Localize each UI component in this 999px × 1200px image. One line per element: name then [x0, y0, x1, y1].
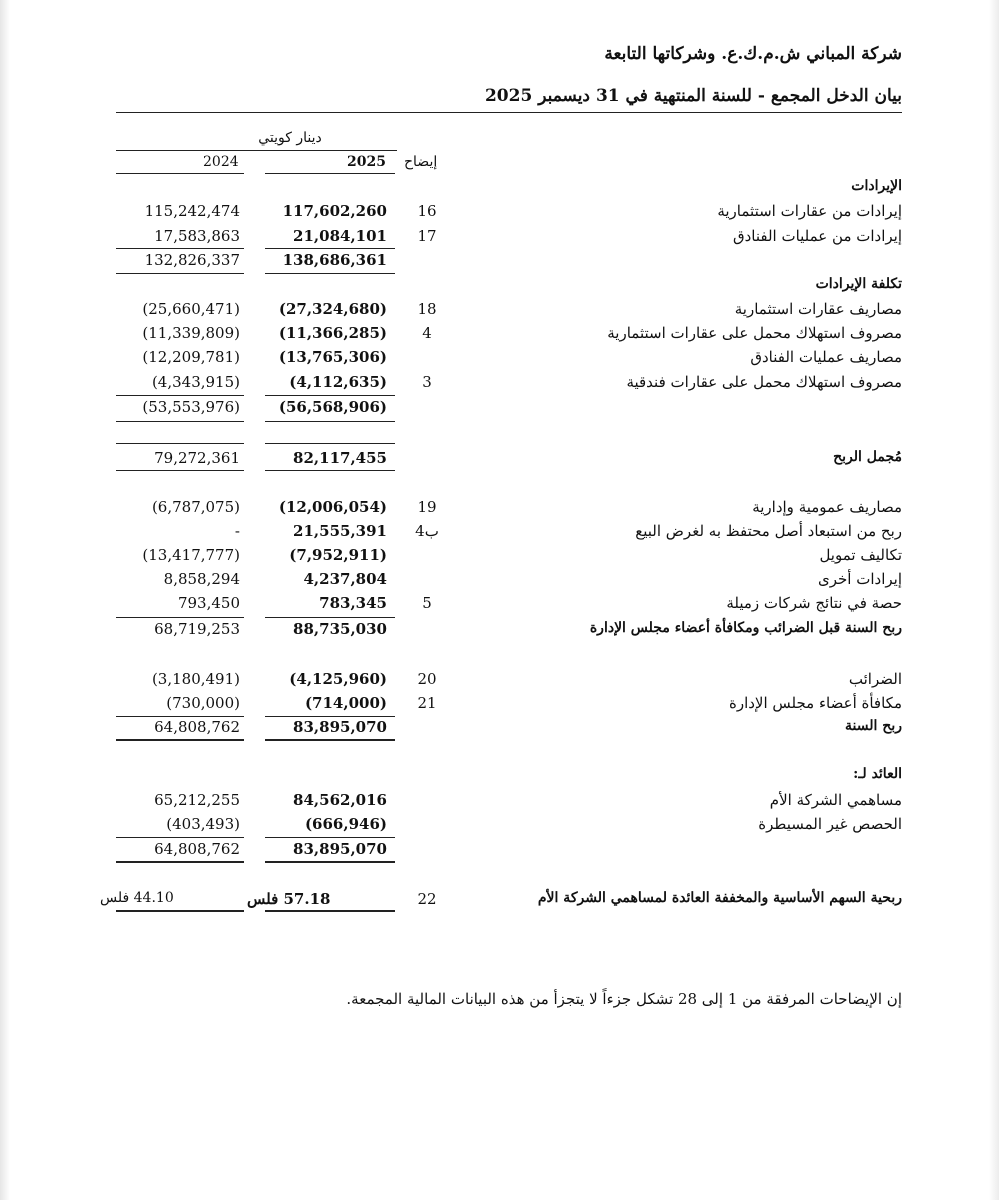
eps-rule	[116, 910, 244, 912]
row-label: حصة في نتائج شركات زميلة	[726, 594, 902, 612]
row-value-2025: (4,112,635)	[289, 373, 387, 391]
row-value-2024: 8,858,294	[163, 570, 240, 588]
row-label: مكافأة أعضاء مجلس الإدارة	[728, 694, 902, 712]
subtotal-rule	[265, 248, 395, 249]
subtotal-rule	[265, 716, 395, 717]
footer-note: إن الإيضاحات المرفقة من 1 إلى 28 تشكل جزءاً لا يتجزأ من هذه البيانات المالية المجمعة.	[346, 990, 902, 1008]
profit-year-2024: 64,808,762	[154, 718, 240, 736]
row-value-2025: 21,084,101	[293, 227, 387, 245]
row-label: مساهمي الشركة الأم	[769, 791, 902, 809]
company-title: شركة المباني ش.م.ك.ع. وشركاتها التابعة	[604, 44, 902, 64]
row-value-2025: 21,555,391	[293, 522, 387, 540]
row-value-2024: (11,339,809)	[142, 324, 240, 342]
profit-before-tax-2025: 88,735,030	[293, 620, 387, 638]
row-note: 18	[417, 300, 437, 318]
gross-profit-rule	[265, 443, 395, 444]
eps-rule	[265, 910, 395, 912]
eps-note: 22	[417, 890, 437, 908]
row-label: مصروف استهلاك محمل على عقارات فندقية	[626, 373, 902, 391]
total-cost-2025: (56,568,906)	[278, 398, 387, 416]
row-label: إيرادات من عقارات استثمارية	[717, 202, 902, 220]
row-value-2025: 783,345	[319, 594, 387, 612]
section-cost-of-revenue: تكلفة الإيرادات	[815, 276, 902, 292]
year-2024-header: 2024	[203, 154, 239, 170]
gross-profit-label: مُجمل الربح	[833, 449, 902, 465]
page-edge-left	[0, 0, 10, 1200]
total-attributable-2024: 64,808,762	[154, 840, 240, 858]
subtotal-rule	[265, 395, 395, 396]
row-note: 16	[417, 202, 437, 220]
row-value-2025: 84,562,016	[293, 791, 387, 809]
row-value-2024: 17,583,863	[154, 227, 240, 245]
profit-year-2025: 83,895,070	[293, 718, 387, 736]
row-value-2024: (12,209,781)	[142, 348, 240, 366]
row-value-2024: (6,787,075)	[151, 498, 240, 516]
eps-2024: 44.10 فلس	[100, 890, 174, 906]
eps-label: ربحية السهم الأساسية والمخففة العائدة لمساهمي الشركة الأم	[537, 890, 902, 906]
y2025-header-rule	[265, 173, 395, 174]
subtotal-rule	[265, 837, 395, 838]
subtotal-rule	[116, 395, 244, 396]
profit-before-tax-2024: 68,719,253	[154, 620, 240, 638]
row-label: ربح من استبعاد أصل محتفظ به لغرض البيع	[635, 522, 902, 540]
gross-profit-rule	[116, 470, 244, 471]
subtotal-rule	[265, 421, 395, 422]
row-value-2025: (714,000)	[304, 694, 387, 712]
total-attributable-2025: 83,895,070	[293, 840, 387, 858]
note-column-header: إيضاح	[404, 154, 438, 170]
gross-profit-2024: 79,272,361	[154, 449, 240, 467]
row-value-2024: 115,242,474	[144, 202, 240, 220]
row-value-2024: 793,450	[177, 594, 240, 612]
y2024-header-rule	[116, 173, 244, 174]
row-note: 4	[422, 324, 432, 342]
row-note: 20	[417, 670, 437, 688]
row-value-2025: (666,946)	[304, 815, 387, 833]
eps-2025: 57.18 فلس	[247, 890, 331, 908]
subtotal-rule	[116, 248, 244, 249]
subtotal-rule	[116, 421, 244, 422]
row-label: إيرادات من عمليات الفنادق	[732, 227, 902, 245]
row-value-2025: (12,006,054)	[278, 498, 387, 516]
row-label: إيرادات أخرى	[818, 570, 902, 588]
total-double-rule	[265, 739, 395, 741]
page-edge-right	[989, 0, 999, 1200]
total-revenue-2025: 138,686,361	[282, 251, 387, 269]
row-value-2024: (3,180,491)	[151, 670, 240, 688]
row-note: 4ب	[415, 522, 439, 540]
currency-header: دينار كويتي	[258, 130, 322, 146]
row-value-2024: (25,660,471)	[142, 300, 240, 318]
row-label: مصروف استهلاك محمل على عقارات استثمارية	[607, 324, 902, 342]
header-rule	[116, 112, 902, 113]
row-value-2025: 117,602,260	[282, 202, 387, 220]
row-note: 19	[417, 498, 437, 516]
row-value-2025: (11,366,285)	[278, 324, 387, 342]
row-label: مصاريف عمليات الفنادق	[750, 348, 902, 366]
row-label: مصاريف عمومية وإدارية	[752, 498, 902, 516]
gross-profit-2025: 82,117,455	[293, 449, 387, 467]
row-label: الحصص غير المسيطرة	[758, 815, 902, 833]
subtotal-rule	[116, 837, 244, 838]
total-double-rule	[116, 861, 244, 863]
total-double-rule	[116, 739, 244, 741]
profit-before-tax-label: ربح السنة قبل الضرائب ومكافأة أعضاء مجلس الإدارة	[589, 620, 902, 636]
row-value-2025: (7,952,911)	[289, 546, 387, 564]
row-value-2025: (13,765,306)	[278, 348, 387, 366]
statement-title: بيان الدخل المجمع - للسنة المنتهية في 31 ديسمبر 2025	[484, 86, 902, 106]
total-double-rule	[265, 861, 395, 863]
currency-rule	[116, 150, 397, 151]
row-value-2024: -	[234, 522, 240, 540]
subtotal-rule	[116, 716, 244, 717]
subtotal-rule	[265, 273, 395, 274]
row-value-2024: (13,417,777)	[142, 546, 240, 564]
row-label: الضرائب	[848, 670, 902, 688]
gross-profit-rule	[116, 443, 244, 444]
section-attributable: العائد لـ:	[853, 766, 902, 782]
row-value-2025: 4,237,804	[303, 570, 387, 588]
gross-profit-rule	[265, 470, 395, 471]
row-label: مصاريف عقارات استثمارية	[734, 300, 902, 318]
row-label: تكاليف تمويل	[819, 546, 902, 564]
row-note: 21	[417, 694, 437, 712]
row-note: 5	[422, 594, 432, 612]
row-value-2024: (4,343,915)	[151, 373, 240, 391]
total-cost-2024: (53,553,976)	[142, 398, 240, 416]
year-2025-header: 2025	[347, 154, 386, 170]
row-note: 17	[417, 227, 437, 245]
subtotal-rule	[116, 273, 244, 274]
row-note: 3	[422, 373, 432, 391]
total-revenue-2024: 132,826,337	[144, 251, 240, 269]
subtotal-rule	[265, 617, 395, 618]
subtotal-rule	[116, 617, 244, 618]
section-revenue: الإيرادات	[851, 178, 902, 194]
row-value-2024: (730,000)	[166, 694, 240, 712]
profit-year-label: ربح السنة	[845, 718, 902, 734]
row-value-2024: (403,493)	[166, 815, 240, 833]
row-value-2024: 65,212,255	[154, 791, 240, 809]
row-value-2025: (4,125,960)	[289, 670, 387, 688]
row-value-2025: (27,324,680)	[278, 300, 387, 318]
